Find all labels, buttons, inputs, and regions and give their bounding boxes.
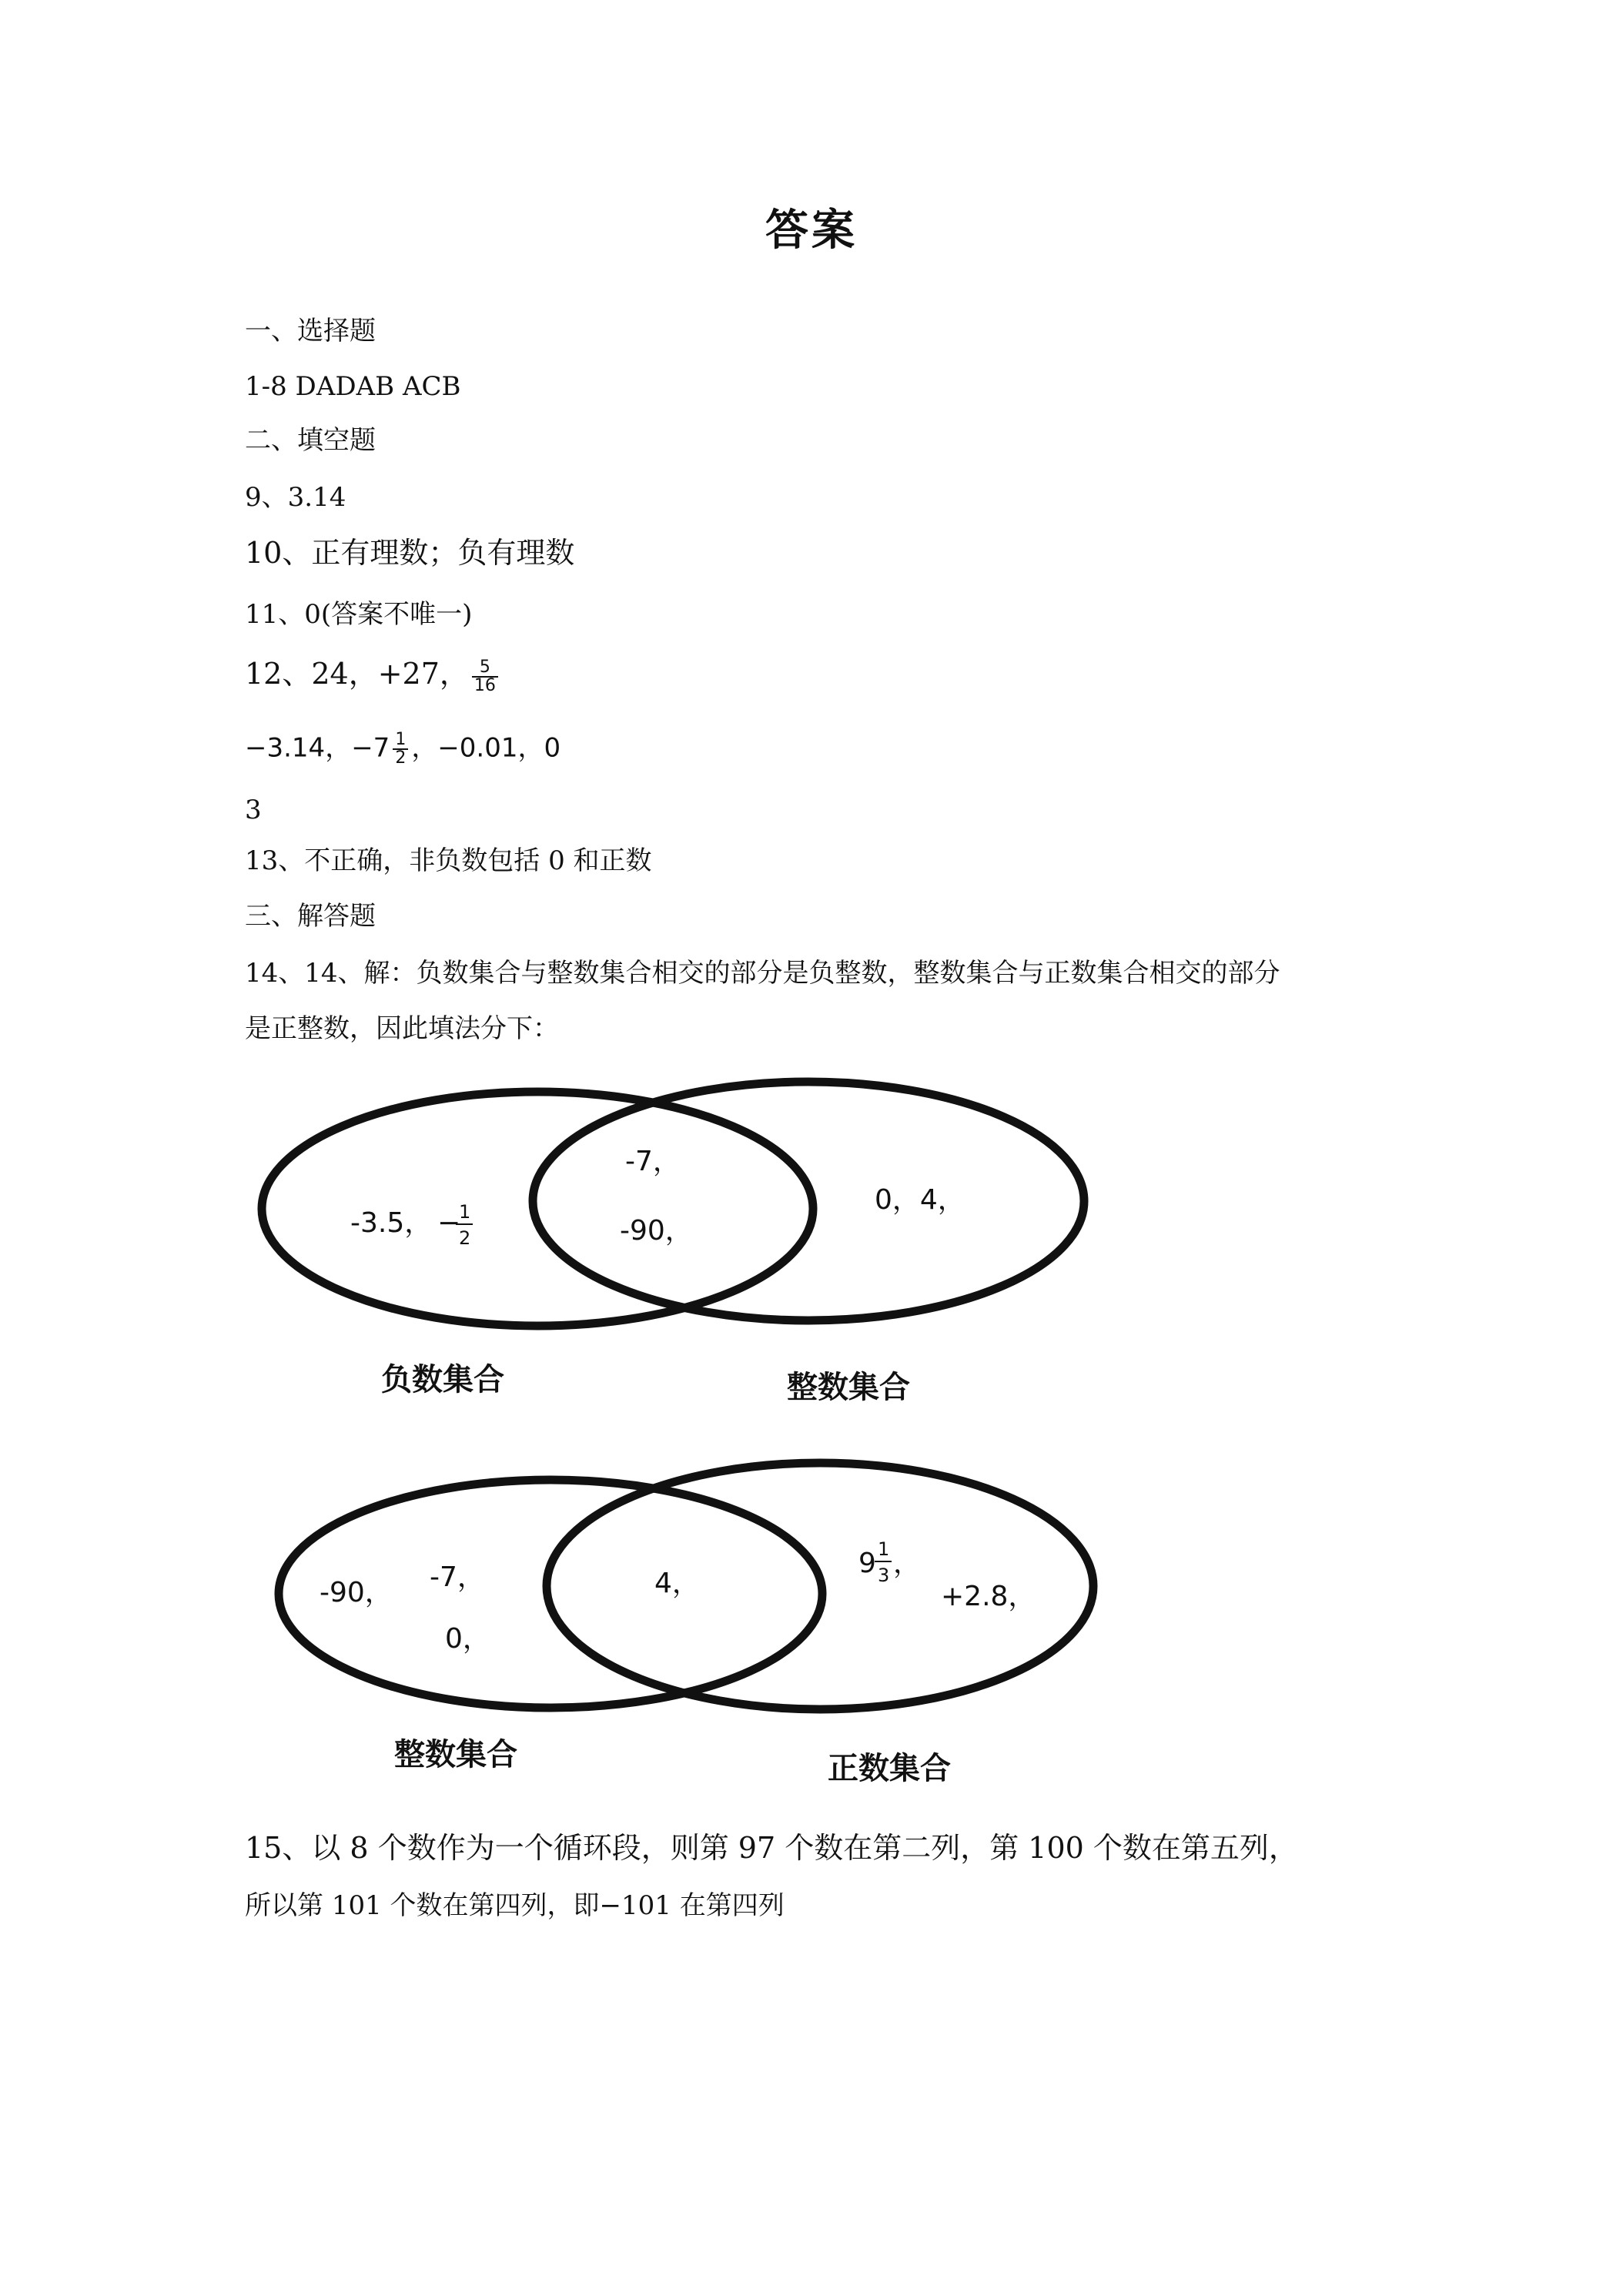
diagram2-left-b: -7， <box>430 1561 485 1593</box>
diagram1-right: 0，4， <box>875 1184 965 1216</box>
answer-14-line1: 14、14、解：负数集合与整数集合相交的部分是负整数，整数集合与正数集合相交的部分 <box>245 958 1280 989</box>
venn-diagram-2 <box>279 1463 1093 1786</box>
fraction: $\frac{5}{16}$ <box>472 659 498 694</box>
answer-9: 9、3.14 <box>245 482 346 513</box>
section-heading-solve: 三、解答题 <box>245 901 376 932</box>
fraction: $\frac{1}{2}$ <box>393 731 408 767</box>
diagram1-left-b-num: 1 <box>459 1201 471 1223</box>
diagram2-left-c: 0， <box>445 1623 490 1655</box>
diagram2-right-num: 1 <box>878 1538 890 1560</box>
answer-11: 11、0(答案不唯一) <box>245 599 473 630</box>
diagram1-label-integer: 整数集合 <box>787 1370 910 1405</box>
page-title: 答案 <box>765 205 858 256</box>
answer-13: 13、不正确，非负数包括 0 和正数 <box>245 845 652 876</box>
diagram2-left-a: -90， <box>320 1577 393 1608</box>
answer-15-line1: 15、以 8 个数作为一个循环段，则第 97 个数在第二列，第 100 个数在第五列， <box>245 1831 1298 1865</box>
answer-12-negatives-a: −3.14，−7 <box>245 732 390 764</box>
diagram2-right-den: 3 <box>878 1565 890 1586</box>
diagram1-mid-a: -7， <box>625 1146 681 1177</box>
section-heading-choice: 一、选择题 <box>245 316 376 346</box>
diagram2-right-b: +2.8， <box>941 1581 1036 1612</box>
section-heading-fill: 二、填空题 <box>245 425 376 456</box>
diagram2-label-positive: 正数集合 <box>828 1751 951 1786</box>
answer-1-8: 1-8 DADAB ACB <box>245 371 461 402</box>
answer-10: 10、正有理数；负有理数 <box>245 536 575 570</box>
venn-diagram-1 <box>262 1082 1084 1405</box>
answer-14-line2: 是正整数，因此填法分下： <box>245 1013 559 1044</box>
diagram2-right-comma: ， <box>893 1548 922 1579</box>
answer-12-text: 12、24，+27， <box>245 657 469 691</box>
diagram2-label-integer: 整数集合 <box>394 1737 517 1772</box>
diagram1-left-b-minus: − <box>437 1207 461 1239</box>
diagram1-left-a: -3.5， <box>350 1207 433 1239</box>
diagram2-right-whole: 9 <box>858 1548 876 1579</box>
diagram1-mid-b: -90， <box>620 1215 693 1247</box>
answer-12-negatives-b: ，−0.01，0 <box>411 732 561 764</box>
answer-12-count: 3 <box>245 795 262 825</box>
answer-15-line2: 所以第 101 个数在第四列，即−101 在第四列 <box>245 1890 785 1921</box>
diagram2-mid: 4， <box>654 1568 700 1599</box>
diagram1-left-b-den: 2 <box>459 1227 471 1249</box>
diagram1-label-negative: 负数集合 <box>381 1362 504 1397</box>
